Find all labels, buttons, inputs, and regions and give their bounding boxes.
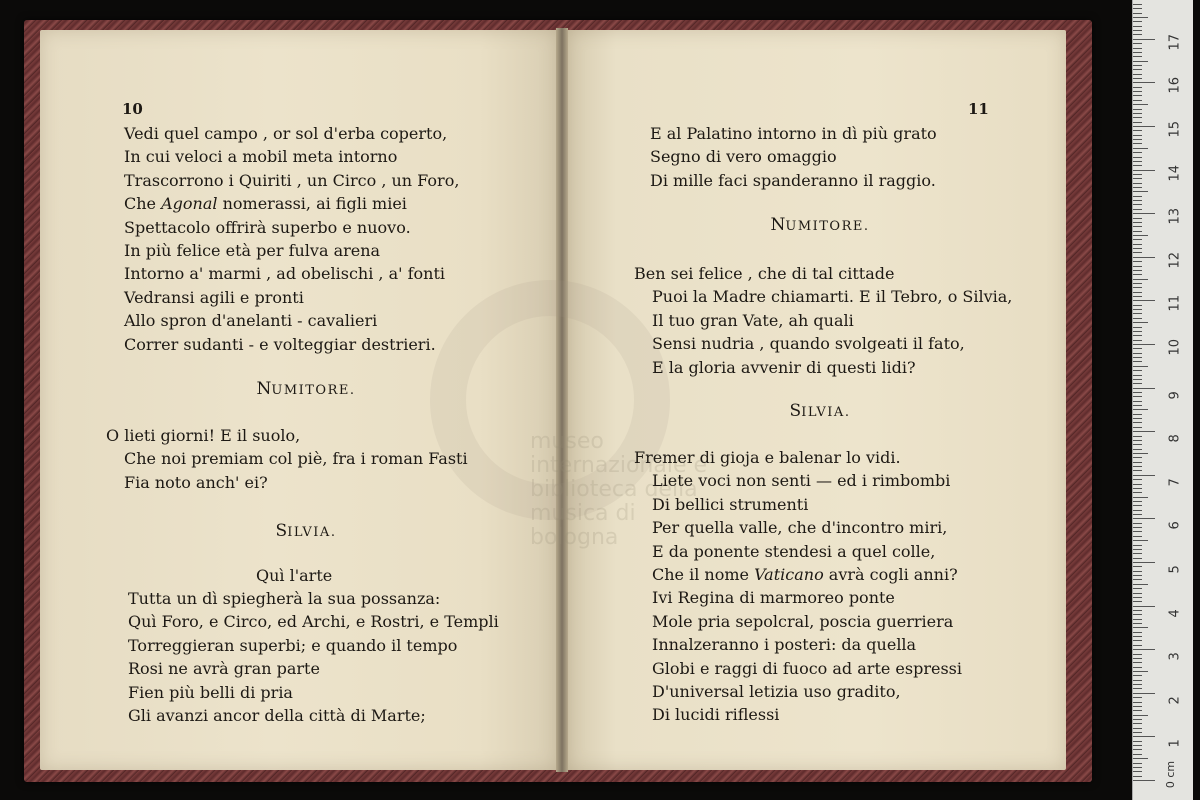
ruler-tick [1133,100,1142,101]
ruler-tick [1133,209,1142,210]
ruler-label: 15 [1167,120,1183,138]
verse-line: E la gloria avvenir di questi lidi? [652,357,916,377]
ruler-tick [1133,287,1142,288]
verse-line: Gli avanzi ancor della città di Marte; [128,706,426,726]
ruler-tick [1133,348,1142,349]
ruler-tick [1133,488,1142,489]
ruler-tick [1133,606,1155,607]
ruler-tick [1133,636,1142,637]
ruler-tick [1133,614,1142,615]
ruler-tick [1133,388,1155,389]
ruler-tick [1133,157,1142,158]
verse-line: Innalzeranno i posteri: da quella [652,635,917,655]
verse-line: Mole pria sepolcral, poscia guerriera [652,611,954,631]
verse-line: Quì Foro, e Circo, ed Archi, e Rostri, e Templi [128,612,499,632]
ruler-tick [1133,527,1142,528]
ruler-tick [1133,61,1148,62]
right-verse-block-1 [650,122,937,192]
ruler-tick [1133,414,1142,415]
ruler-tick [1133,510,1142,511]
ruler-tick [1133,649,1155,650]
ruler-tick [1133,623,1142,624]
ruler-tick [1133,91,1142,92]
ruler-tick [1133,244,1142,245]
ruler-tick [1133,776,1142,777]
left-verse-block-1 [124,122,459,356]
ruler-tick [1133,152,1142,153]
ruler-tick [1133,283,1142,284]
ruler-tick [1133,200,1142,201]
ruler-tick [1133,736,1155,737]
ruler-label: 11 [1167,295,1183,312]
ruler-tick [1133,719,1142,720]
verse-line: In più felice età per fulva arena [124,241,381,261]
verse-line: Fien più belli di pria [128,682,293,702]
ruler-tick [1133,187,1142,188]
ruler-tick [1133,266,1142,267]
ruler-tick [1133,771,1142,772]
left-verse-block-2 [106,424,468,494]
ruler-tick [1133,239,1142,240]
ruler-tick [1133,627,1148,628]
ruler-tick [1133,340,1142,341]
left-verse-block-3 [128,587,499,727]
verse-line: E al Palatino intorno in dì più grato [650,124,937,143]
ruler-tick [1133,440,1142,441]
ruler-tick [1133,4,1142,5]
ruler-tick [1133,122,1142,123]
ruler-tick [1133,523,1142,524]
ruler-tick [1133,597,1142,598]
ruler-tick [1133,226,1142,227]
ruler-label: 13 [1167,208,1183,225]
ruler-tick [1133,69,1142,70]
ruler-tick [1133,87,1142,88]
verse-line: Di mille faci spanderanno il raggio. [650,170,936,190]
ruler-tick [1133,418,1142,419]
ruler-tick [1133,383,1142,384]
ruler-label: 3 [1167,652,1183,661]
verse-line: Sensi nudria , quando svolgeati il fato, [652,334,965,354]
ruler-tick [1133,645,1142,646]
ruler-tick [1133,279,1148,280]
ruler-tick [1133,52,1142,53]
ruler-tick [1133,95,1142,96]
ruler-tick [1133,518,1155,519]
ruler-tick [1133,431,1155,432]
verse-line: Spettacolo offrirà superbo e nuovo. [124,217,411,237]
ruler-tick [1133,584,1148,585]
ruler-tick [1133,466,1142,467]
ruler-tick [1133,654,1142,655]
ruler-tick [1133,252,1142,253]
ruler-tick [1133,13,1142,14]
ruler-tick [1133,680,1142,681]
ruler-tick [1133,728,1142,729]
ruler-tick [1133,575,1142,576]
ruler-tick [1133,405,1142,406]
ruler-tick [1133,357,1142,358]
verse-line: Torreggieran superbi; e quando il tempo [128,635,458,655]
ruler-tick [1133,34,1142,35]
speaker-heading-numitore-right: NUMITORE. [770,215,870,235]
verse-line: Fremer di gioja e balenar lo vidi. [634,448,901,467]
ruler-tick [1133,593,1142,594]
ruler-tick [1133,763,1142,764]
ruler-tick [1133,296,1142,297]
ruler-tick [1133,688,1142,689]
ruler-tick [1133,135,1142,136]
ruler-tick [1133,174,1142,175]
ruler-tick [1133,427,1142,428]
ruler-tick [1133,749,1142,750]
ruler-tick [1133,292,1142,293]
ruler-tick [1133,662,1142,663]
ruler-tick [1133,104,1148,105]
ruler-tick [1133,601,1142,602]
ruler-tick [1133,218,1142,219]
ruler-tick [1133,231,1142,232]
ruler-label: 9 [1167,390,1183,400]
ruler-tick [1133,344,1155,345]
ruler-label: 6 [1167,521,1183,530]
ruler-tick [1133,745,1142,746]
ruler-tick [1133,702,1142,703]
ruler-tick [1133,366,1148,367]
ruler-tick [1133,553,1142,554]
ruler-tick [1133,449,1142,450]
ruler-label: 17 [1167,33,1183,51]
ruler-tick [1133,213,1155,214]
speaker-heading-silvia-right: SILVIA. [789,401,851,421]
ruler-tick [1133,109,1142,110]
ruler-tick [1133,327,1142,328]
ruler-tick [1133,409,1148,410]
verse-line: Per quella valle, che d'incontro miri, [652,518,948,538]
ruler-tick [1133,48,1142,49]
ruler-tick [1133,610,1142,611]
left-page-number: 10 [122,100,143,118]
ruler-tick [1133,248,1142,249]
ruler-tick [1133,457,1142,458]
verse-line: Vedi quel campo , or sol d'erba coperto, [124,124,448,143]
ruler-tick [1133,741,1142,742]
ruler-tick [1133,379,1142,380]
ruler-tick [1133,353,1142,354]
ruler-tick [1133,309,1142,310]
verse-line: O lieti giorni! E il suolo, [106,426,301,445]
ruler-tick [1133,126,1155,127]
ruler-tick [1133,191,1148,192]
verse-line: Di bellici strumenti [652,494,809,514]
ruler-tick [1133,436,1142,437]
ruler-tick [1133,117,1142,118]
ruler-tick [1133,658,1142,659]
ruler-tick [1133,392,1142,393]
verse-line: Correr sudanti - e volteggiar destrieri. [124,334,436,354]
ruler-tick [1133,640,1142,641]
ruler-tick [1133,335,1142,336]
ruler-tick [1133,579,1142,580]
ruler-tick [1133,754,1142,755]
verse-line: Rosi ne avrà gran parte [128,659,320,679]
ruler-tick [1133,361,1142,362]
right-page-number: 11 [968,100,989,118]
ruler-tick [1133,17,1148,18]
ruler-tick [1133,492,1142,493]
ruler-tick [1133,667,1142,668]
verse-line: Liete voci non senti — ed i rimbombi [652,471,951,491]
ruler-tick [1133,619,1142,620]
ruler-tick [1133,470,1142,471]
ruler-tick [1133,143,1142,144]
ruler-tick [1133,422,1142,423]
ruler-tick [1133,675,1142,676]
ruler-label: 10 [1167,338,1183,356]
measurement-ruler [1132,0,1193,800]
ruler-tick [1133,82,1155,83]
ruler-tick [1133,715,1148,716]
ruler-tick [1133,693,1155,694]
ruler-tick [1133,531,1142,532]
ruler-tick [1133,671,1148,672]
ruler-tick [1133,204,1142,205]
verse-line: Allo spron d'anelanti - cavalieri [124,311,378,331]
ruler-label: 5 [1167,565,1183,574]
ruler-tick [1133,313,1142,314]
verse-line: Tutta un dì spiegherà la sua possanza: [128,589,441,608]
ruler-label: 4 [1167,608,1183,618]
ruler-tick [1133,113,1142,114]
verse-line: Trascorrono i Quiriti , un Circo , un Foro, [124,170,460,190]
verse-line: Globi e raggi di fuoco ad arte espressi [652,658,963,678]
ruler-tick [1133,170,1155,171]
ruler-label: 12 [1167,251,1183,269]
ruler-tick [1133,497,1148,498]
verse-line: Puoi la Madre chiamarti. E il Tebro, o Silvia, [652,287,1013,307]
ruler-tick [1133,161,1142,162]
ruler-tick [1133,780,1155,781]
ruler-tick [1133,331,1142,332]
verse-line: Il tuo gran Vate, ah quali [652,310,854,330]
ruler-tick [1133,540,1148,541]
ruler-tick [1133,514,1142,515]
ruler-tick [1133,257,1155,258]
ruler-tick [1133,723,1142,724]
ruler-tick [1133,549,1142,550]
ruler-tick [1133,475,1155,476]
verse-line: Che il nome Vaticano avrà cogli anni? [652,565,958,585]
ruler-tick [1133,444,1142,445]
ruler-tick [1133,479,1142,480]
ruler-label: 1 [1167,739,1183,748]
verse-line: Ivi Regina di marmoreo ponte [652,588,895,608]
speaker-heading-silvia-left: SILVIA. [275,521,337,541]
speaker-heading-numitore-left: NUMITORE. [256,379,356,399]
ruler-tick [1133,26,1142,27]
ruler-tick [1133,30,1142,31]
ruler-tick [1133,43,1142,44]
ruler-tick [1133,130,1142,131]
watermark-text: museo internazionale e biblioteca della musica di bologna [530,429,708,550]
left-verse-line-quil-arte: Quì l'arte [256,566,333,585]
ruler-tick [1133,697,1142,698]
verse-line: Fia noto anch' ei? [124,472,268,492]
ruler-tick [1133,558,1142,559]
ruler-tick [1133,148,1148,149]
verse-line: Che noi premiam col piè, fra i roman Fasti [124,449,468,469]
ruler-tick [1133,588,1142,589]
ruler-tick [1133,8,1142,9]
ruler-tick [1133,318,1142,319]
ruler-tick [1133,300,1155,301]
ruler-tick [1133,274,1142,275]
ruler-tick [1133,375,1142,376]
ruler-tick [1133,566,1142,567]
ruler-tick [1133,571,1142,572]
ruler-tick [1133,261,1142,262]
ruler-tick [1133,453,1148,454]
ruler-label: 2 [1167,696,1183,705]
ruler-tick [1133,401,1142,402]
ruler-tick [1133,505,1142,506]
ruler-tick [1133,684,1142,685]
ruler-label: 8 [1167,434,1183,443]
ruler-label: 16 [1167,77,1183,94]
ruler-tick [1133,462,1142,463]
ruler-tick [1133,39,1155,40]
ruler-tick [1133,370,1142,371]
ruler-tick [1133,222,1142,223]
ruler-tick [1133,484,1142,485]
ruler-unit-label: 0 cm [1164,760,1178,789]
ruler-tick [1133,270,1142,271]
ruler-tick [1133,396,1142,397]
ruler-tick [1133,501,1142,502]
ruler-tick [1133,196,1142,197]
verse-line: E da ponente stendesi a quel colle, [652,541,936,561]
ruler-tick [1133,178,1142,179]
ruler-tick [1133,21,1142,22]
ruler-label: 14 [1167,164,1183,182]
ruler-tick [1133,165,1142,166]
ruler-tick [1133,139,1142,140]
verse-line: Di lucidi riflessi [652,705,780,725]
ruler-tick [1133,78,1142,79]
ruler-tick [1133,758,1148,759]
verse-line: Ben sei felice , che di tal cittade [634,264,895,283]
ruler-tick [1133,183,1142,184]
ruler-tick [1133,632,1142,633]
ruler-tick [1133,65,1142,66]
ruler-tick [1133,732,1142,733]
right-verse-block-2 [634,262,1012,379]
ruler-tick [1133,322,1148,323]
ruler-tick [1133,536,1142,537]
verse-line: In cui veloci a mobil meta intorno [124,147,398,167]
ruler-tick [1133,74,1142,75]
verse-line: Segno di vero omaggio [650,147,837,167]
ruler-tick [1133,710,1142,711]
ruler-label: 7 [1167,478,1183,487]
verse-line: Che Agonal nomerassi, ai figli miei [124,194,407,214]
ruler-tick [1133,706,1142,707]
ruler-tick [1133,56,1142,57]
verse-line: D'universal letizia uso gradito, [652,682,901,702]
ruler-tick [1133,545,1142,546]
ruler-tick [1133,235,1148,236]
ruler-tick [1133,305,1142,306]
verse-line: Intorno a' marmi , ad obelischi , a' fonti [124,264,446,284]
right-verse-block-3 [634,446,962,727]
verse-line: Vedransi agili e pronti [124,287,304,307]
ruler-tick [1133,562,1155,563]
ruler-tick [1133,767,1142,768]
